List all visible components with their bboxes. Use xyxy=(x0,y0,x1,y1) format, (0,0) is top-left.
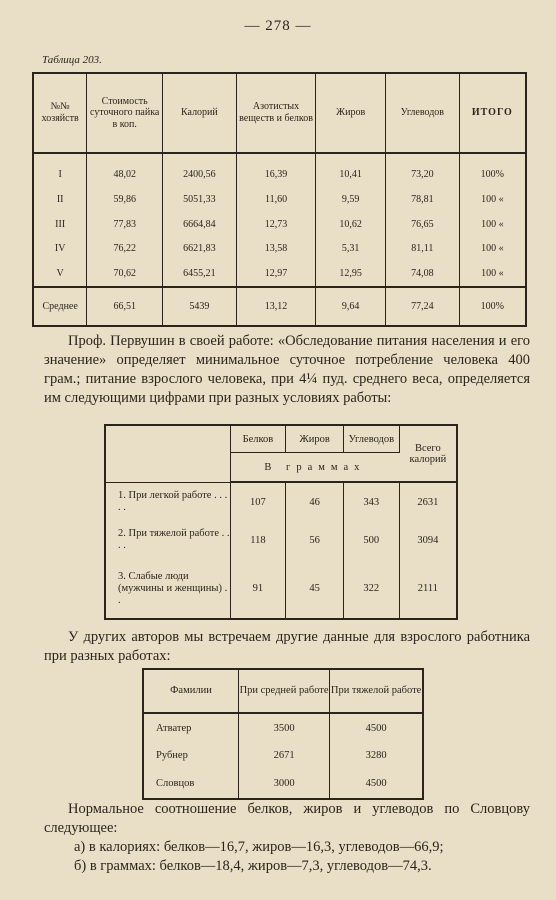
table-row xyxy=(33,187,526,212)
cell: 2671 xyxy=(238,742,329,769)
cell: 45 xyxy=(286,560,344,619)
col-header-carbs: Углеводов xyxy=(343,425,399,453)
col-header-carbs: Углеводов xyxy=(385,73,459,153)
cell: 3094 xyxy=(417,534,439,546)
col-header-heavy-work: При тяжелой работе xyxy=(330,669,423,713)
cell: 76,22 xyxy=(87,237,163,262)
ratio-calories-line: а) в калориях: белков—16,7, жиров—16,3, углеводов—66,9; xyxy=(74,839,444,855)
table-caption: Таблица 203. xyxy=(42,54,102,66)
table-average-row xyxy=(33,287,526,326)
cell: 343 xyxy=(343,482,399,521)
paragraph-slovtsov xyxy=(44,800,530,838)
col-header-medium-work: При средней работе xyxy=(238,669,329,713)
cell: 77,24 xyxy=(385,287,459,326)
cell: IV xyxy=(33,237,87,262)
table-header-row xyxy=(105,425,457,453)
col-header-fats: Жиров xyxy=(286,425,344,453)
col-header-proteins: Белков xyxy=(230,425,286,453)
col-header-total-calories: Всего калорий xyxy=(399,425,457,482)
cell: 100 « xyxy=(481,268,504,280)
cell: Атватер xyxy=(143,713,238,742)
units-subheader: В граммах xyxy=(230,453,399,483)
cell: 78,81 xyxy=(385,187,459,212)
table-row xyxy=(105,521,457,559)
cell: 3500 xyxy=(238,713,329,742)
cell: I xyxy=(33,153,87,187)
cell: Среднее xyxy=(33,287,87,326)
table-header-row xyxy=(143,669,423,713)
cell: 76,65 xyxy=(385,212,459,237)
col-header-total: ИТОГО xyxy=(459,73,526,153)
table-row xyxy=(143,770,423,800)
cell: II xyxy=(33,187,87,212)
col-header-calories: Калорий xyxy=(163,73,237,153)
cell: V xyxy=(33,261,87,287)
table-row xyxy=(33,237,526,262)
paragraph-text: Проф. Первушин в своей работе: «Обследование питания населения и его значение» определяет минимальное суточное потребление человека 400 грам.; питание взрослого человека, при 4¼ пуд. среднего веса, определяется им следующими цифрами при разных условиях работы: xyxy=(44,333,530,406)
blank-header-cell xyxy=(105,425,230,482)
cell: III xyxy=(33,212,87,237)
cell: 81,11 xyxy=(385,237,459,262)
cell: 2111 xyxy=(417,583,438,595)
cell: 100 « xyxy=(481,193,504,205)
cell: 13,58 xyxy=(236,237,316,262)
paragraph-text: Нормальное соотношение белков, жиров и углеводов по Словцову следующее: xyxy=(44,801,530,836)
cell: 59,86 xyxy=(87,187,163,212)
cell: 118 xyxy=(230,521,286,559)
cell: 6621,83 xyxy=(163,237,237,262)
row-label: 3. Слабые люди (мужчины и женщины) . . xyxy=(105,560,230,619)
col-header-fats: Жиров xyxy=(316,73,386,153)
cell: 4500 xyxy=(365,778,387,790)
cell: 100 « xyxy=(481,243,504,255)
table-row xyxy=(143,742,423,769)
col-header-names: Фамилии xyxy=(143,669,238,713)
cell: 100% xyxy=(480,168,505,180)
table-row xyxy=(105,560,457,619)
cell: 56 xyxy=(286,521,344,559)
cell: 10,41 xyxy=(316,153,386,187)
cell: 74,08 xyxy=(385,261,459,287)
cell: 9,59 xyxy=(316,187,386,212)
col-header-cost: Стоимость суточного пайка в коп. xyxy=(87,73,163,153)
cell: 73,20 xyxy=(385,153,459,187)
cell: 9,64 xyxy=(316,287,386,326)
table-203 xyxy=(32,72,527,327)
ratio-grams-line: б) в граммах: белков—18,4, жиров—7,3, углеводов—74,3. xyxy=(74,858,432,874)
cell: 48,02 xyxy=(87,153,163,187)
cell: 4500 xyxy=(365,722,387,734)
cell: 100% xyxy=(459,287,526,326)
cell: 91 xyxy=(230,560,286,619)
cell: 3000 xyxy=(238,770,329,800)
paragraph-other-authors xyxy=(44,628,530,666)
cell: 12,95 xyxy=(316,261,386,287)
cell: 12,97 xyxy=(236,261,316,287)
cell: Словцов xyxy=(143,770,238,800)
cell: 70,62 xyxy=(87,261,163,287)
table-row xyxy=(33,261,526,287)
cell: 500 xyxy=(343,521,399,559)
table-row xyxy=(143,713,423,742)
cell: 16,39 xyxy=(236,153,316,187)
paragraph-pervushin xyxy=(44,332,530,408)
paragraph-text: У других авторов мы встречаем другие данные для взрослого работника при разных работах: xyxy=(44,629,530,664)
cell: 6664,84 xyxy=(163,212,237,237)
table-header-row xyxy=(33,73,526,153)
table-row xyxy=(33,153,526,187)
col-header-households: №№ хозяйств xyxy=(33,73,87,153)
cell: 10,62 xyxy=(316,212,386,237)
cell: 107 xyxy=(230,482,286,521)
table-row xyxy=(105,482,457,521)
table-row xyxy=(33,212,526,237)
cell: 2631 xyxy=(417,496,439,508)
row-label: 2. При тяжелой работе . . . . xyxy=(105,521,230,559)
cell: 46 xyxy=(286,482,344,521)
row-label: 1. При легкой работе . . . . . xyxy=(105,482,230,521)
cell: 5051,33 xyxy=(163,187,237,212)
cell: 5,31 xyxy=(316,237,386,262)
cell: 3280 xyxy=(365,750,387,762)
cell: 100 « xyxy=(481,218,504,230)
cell: 5439 xyxy=(163,287,237,326)
cell: 322 xyxy=(343,560,399,619)
cell: Рубнер xyxy=(143,742,238,769)
cell: 66,51 xyxy=(87,287,163,326)
cell: 6455,21 xyxy=(163,261,237,287)
cell: 13,12 xyxy=(236,287,316,326)
pervushin-table xyxy=(104,424,458,620)
cell: 77,83 xyxy=(87,212,163,237)
cell: 12,73 xyxy=(236,212,316,237)
cell: 11,60 xyxy=(236,187,316,212)
col-header-proteins: Азотистых веществ и белков xyxy=(236,73,316,153)
cell: 2400,56 xyxy=(163,153,237,187)
page-number: — 278 — xyxy=(244,18,312,34)
authors-table xyxy=(142,668,424,800)
